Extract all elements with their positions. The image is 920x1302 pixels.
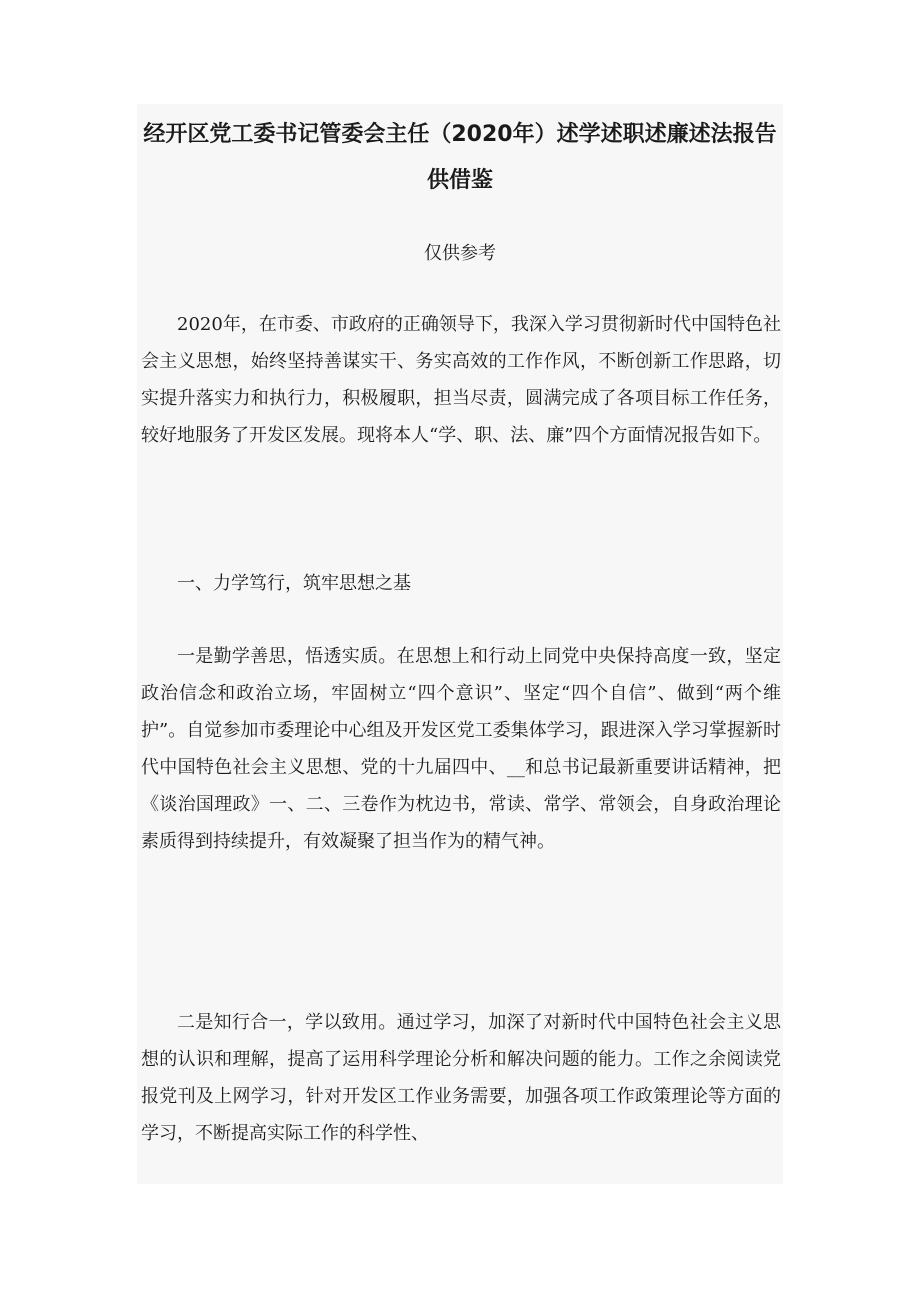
section-heading: 一、力学笃行，筑牢思想之基 (177, 573, 411, 594)
document-subtitle: 仅供参考 (424, 243, 496, 264)
body-paragraph: 一是勤学善思，悟透实质。在思想上和行动上同党中央保持高度一致，坚定政治信念和政治立场，牢固树立“四个意识”、坚定“四个自信”、做到“两个维护”。自觉参加市委理论中心组及开发区党工委集体学习，跟进深入学习掌握新时代中国特色社会主义思想、党的十九届四中、__和总书记最新重要讲话精神，把《谈治国理政》一、二、三卷作为枕边书，常读、常学、常领会，自身政治理论素质得到持续提升，有效凝聚了担当作为的精气神。 (141, 646, 781, 852)
body-paragraph: 二是知行合一，学以致用。通过学习，加深了对新时代中国特色社会主义思想的认识和理解，提高了运用科学理论分析和解决问题的能力。工作之余阅读党报党刊及上网学习，针对开发区工作业务需要，加强各项工作政策理论等方面的学习，不断提高实际工作的科学性、 (141, 1012, 781, 1144)
document-title: 经开区党工委书记管委会主任（2020年）述学述职述廉述法报告供借鉴 (143, 122, 777, 193)
intro-paragraph: 2020年，在市委、市政府的正确领导下，我深入学习贯彻新时代中国特色社会主义思想，始终坚持善谋实干、务实高效的工作作风，不断创新工作思路，切实提升落实力和执行力，积极履职，担当尽责，圆满完成了各项目标工作任务，较好地服务了开发区发展。现将本人“学、职、法、廉”四个方面情况报告如下。 (141, 314, 781, 446)
